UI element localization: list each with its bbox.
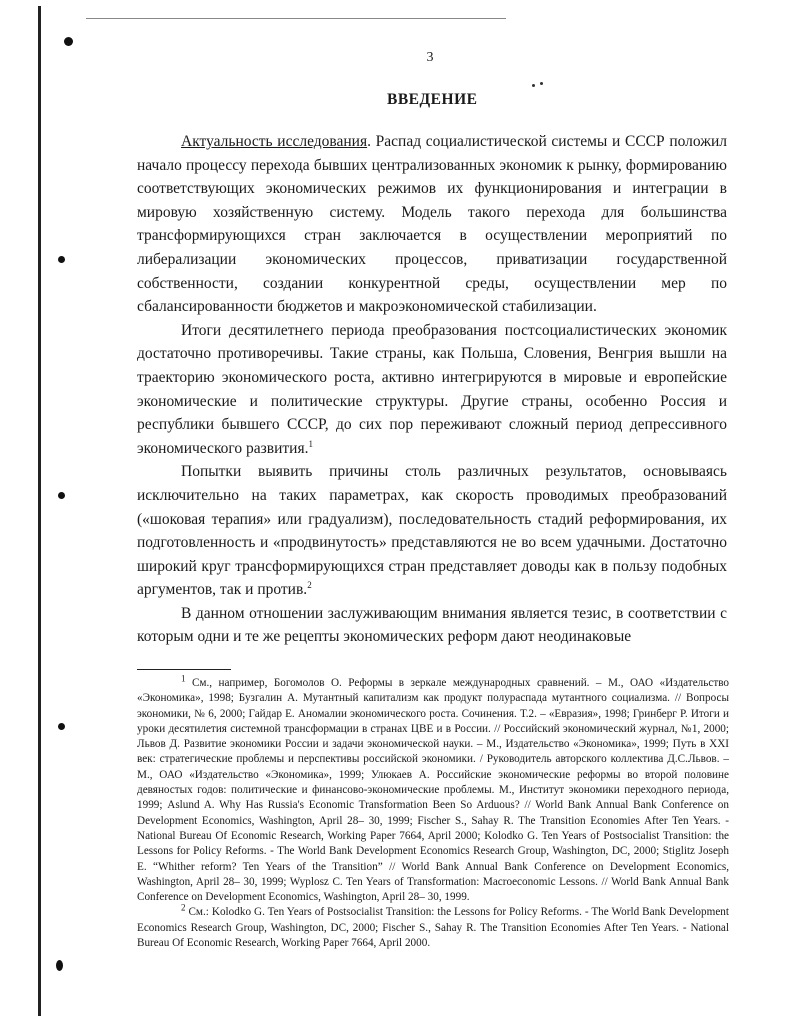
scan-speck [532,84,535,87]
punch-hole-mark [64,37,73,46]
paragraph: В данном отношении заслуживающим внимания является тезис, в соответствии с которым одни и те же рецепты экономических реформ дают неодинаковые [137,604,727,646]
section-lead: Актуальность исследования [181,133,368,150]
paragraph: Актуальность исследования. Распад социалистической системы и СССР положил начало процессу перехода бывших централизованных экономик к рынку, формированию соответствующих экономических режимов их функционирования и интеграции в мировую хозяйственную систему. Модель такого перехода для большинства трансформирующихся стран заключается в осуществлении мероприятий по либерализации экономических процессов, приватизации государственной собственности, создании конкурентной среды, осуществлении мер по сбалансированности бюджетов и макроэкономической стабилизации. [137,133,728,316]
punch-hole-mark [56,960,63,971]
page-title: ВВЕДЕНИЕ [387,91,478,108]
paragraph: Попытки выявить причины столь различных результатов, основываясь исключительно на таких параметрах, как скорость проводимых преобразований («шоковая терапия» или градуализм), последовательность стадий реформирования, их подготовленность и «продвинутость» представляются не во всем удачными. Достаточно широкий круг трансформирующихся стран представляет доводы как в пользу подобных аргументов, так и против.$^2$ [137,463,727,599]
scan-edge-left [38,6,41,1016]
footnote-separator [137,669,231,670]
footnote-ref: 2 [307,580,312,591]
scan-speck [540,82,543,85]
paragraph: Итоги десятилетнего периода преобразования постсоциалистических экономик достаточно противоречивы. Такие страны, как Польша, Словения, Венгрия вышли на траекторию экономического роста, активно интегрируются в мировые и европейские экономические и политические структуры. Другие страны, особенно Россия и республики бывшего СССР, до сих пор переживают сложный период депрессивного экономического развития.$^1$ [137,321,727,457]
footnote-mark: 2 [181,902,186,913]
footnotes [137,673,730,951]
punch-hole-mark [58,492,65,499]
scan-edge-top [86,18,506,19]
punch-hole-mark [58,723,65,730]
footnote: $^1$ См., например, Богомолов О. Реформы в зеркале международных сравнений. – М., ОАО «Издательство «Экономика», 1998; Бузгалин А. Мутантный капитализм как продукт полураспада мутантного социализма. // Вопросы экономики, № 6, 2000; Гайдар Е. Аномалии экономического роста. Сочинения. Т.2. – «Евразия», 1998; Гринберг Р. Итоги и уроки десятилетия системной трансформации в странах ЦВЕ и в России. // Российский экономический журнал, №1, 2000; Львов Д. Развитие экономики России и задачи экономической науки. – М., Издательство «Экономика», 1999; Путь в XXI век: стратегические проблемы и перспективы российской экономики. / Руководитель авторского коллектива Д.С.Львов. – М., ОАО «Издательство «Экономика», 1999; Улюкаев А. Российские экономические реформы во второй половине девяностых годов: политические и финансово-экономические проблемы. М., Институт экономики переходного периода, 1999; Aslund A. Why Has Russia's Economic Transformation Been So Arduous? // World Bank Annual Bank Conference on Development Economics, Washington, April 28– 30, 1999; Fischer S., Sahay R. The Transition Economies After Ten Years. - National Bureau Of Economic Research, Working Paper 7664, April 2000; Kolodko G. Ten Years of Postsocialist Transition: the Lessons for Policy Reforms. - The World Bank Development Economics Research Group, Washington, DC, 2000; Stiglitz Joseph E. “Whither reform? Ten Years of the Transition” // World Bank Annual Bank Conference on Development Economics, Washington, April 28– 30, 1999; Wyplosz C. Ten Years of Transformation: Macroeconomic Lessons. // World Bank Annual Bank Conference on Development Economics, Washington, April 28– 30, 1999. [137,673,730,904]
punch-hole-mark [58,256,65,263]
page-number: 3 [426,50,434,65]
main-text [137,130,727,649]
footnote-ref: 1 [308,438,313,449]
footnote-mark: 1 [181,673,186,684]
footnote: $^2$ См.: Kolodko G. Ten Years of Postsocialist Transition: the Lessons for Policy Reforms. - The World Bank Development Economics Research Group, Washington, DC, 2000; Fischer S., Sahay R. The Transition Economies After Ten Years. - National Bureau Of Economic Research, Working Paper 7664, April 2000. [137,902,729,950]
